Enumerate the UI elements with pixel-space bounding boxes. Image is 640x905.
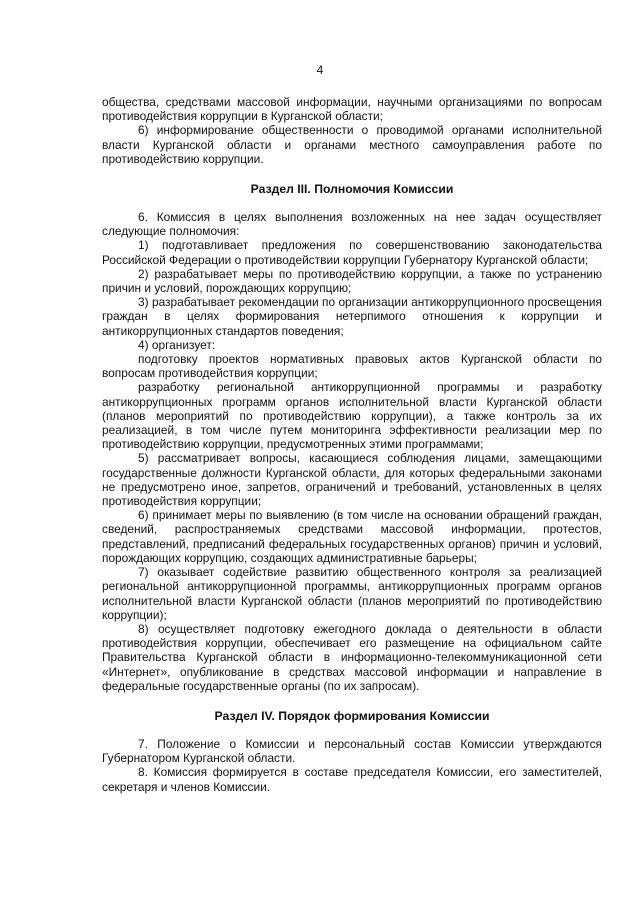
paragraph-power-8: 8) осуществляет подготовку ежегодного доклада о деятельности в области противодействия коррупции, обеспечивает его размещение на официальном сайте Правительства Курганской области в информационно-телекоммуникационной сети «Интернет», опубликование в средствах массовой информации и направление в федеральные государственные органы (по их запросам). — [102, 621, 602, 693]
section-4-heading: Раздел IV. Порядок формирования Комиссии — [214, 708, 490, 723]
paragraph-power-4-programs: разработку региональной антикоррупционной программы и разработку антикоррупционных программ органов исполнительной власти Курганской области (планов мероприятий по противодействию коррупции), а также контроль за их реализацией, в том числе путем мониторинга эффективности реализации мер по противодействию коррупции, предусмотренных этими программами; — [102, 380, 602, 452]
paragraph-power-1: 1) подготавливает предложения по совершенствованию законодательства Российской Федерации о противодействии коррупции Губернатору Курганской области; — [102, 238, 602, 267]
paragraph-power-4-drafts: подготовку проектов нормативных правовых актов Курганской области по вопросам противодействия коррупции; — [102, 352, 602, 381]
paragraph-7-regulation: 7. Положение о Комиссии и персональный состав Комиссии утверждаются Губернатором Курганской области. — [102, 736, 602, 766]
paragraph-8-composition: 8. Комиссия формируется в составе председателя Комиссии, его заместителей, секретаря и членов Комиссии. — [102, 765, 602, 794]
paragraph-power-6: 6) принимает меры по выявлению (в том числе на основании обращений граждан, сведений, распространяемых средствами массовой информации, протестов, представлений, предписаний федеральных государственных органов) причин и условий, порождающих коррупцию, создающих административные барьеры; — [102, 508, 602, 565]
paragraph-item-6-informing: 6) информирование общественности о проводимой органами исполнительной власти Курганской области и органами местного самоуправления работе по противодействию коррупции. — [102, 123, 602, 166]
paragraph-power-3: 3) разрабатывает рекомендации по организации антикоррупционного просвещения граждан в целях формирования нетерпимого отношения к коррупции и антикоррупционных стандартов поведения; — [102, 295, 602, 338]
document-body — [102, 95, 602, 794]
section-3-heading: Раздел III. Полномочия Комиссии — [250, 182, 454, 197]
page-number: 4 — [316, 63, 324, 77]
paragraph-power-2: 2) разрабатывает меры по противодействию коррупции, а также по устранению причин и условий, порождающих коррупцию; — [102, 266, 602, 296]
paragraph-6-powers: 6. Комиссия в целях выполнения возложенных на нее задач осуществляет следующие полномочия: — [102, 210, 602, 239]
paragraph-power-4: 4) организует: — [138, 337, 216, 352]
paragraph-power-7: 7) оказывает содействие развитию общественного контроля за реализацией региональной антикоррупционной программы, антикоррупционных программ органов исполнительной власти Курганской области (планов мероприятий по противодействию коррупции); — [102, 565, 602, 622]
paragraph-power-5: 5) рассматривает вопросы, касающиеся соблюдения лицами, замещающими государственные должности Курганской области, для которых федеральными законами не предусмотрено иное, запретов, ограничений и требований, установленных в целях противодействия коррупции; — [102, 451, 602, 509]
paragraph-continuation: общества, средствами массовой информации, научными организациями по вопросам противодействия коррупции в Курганской области; — [102, 95, 602, 124]
